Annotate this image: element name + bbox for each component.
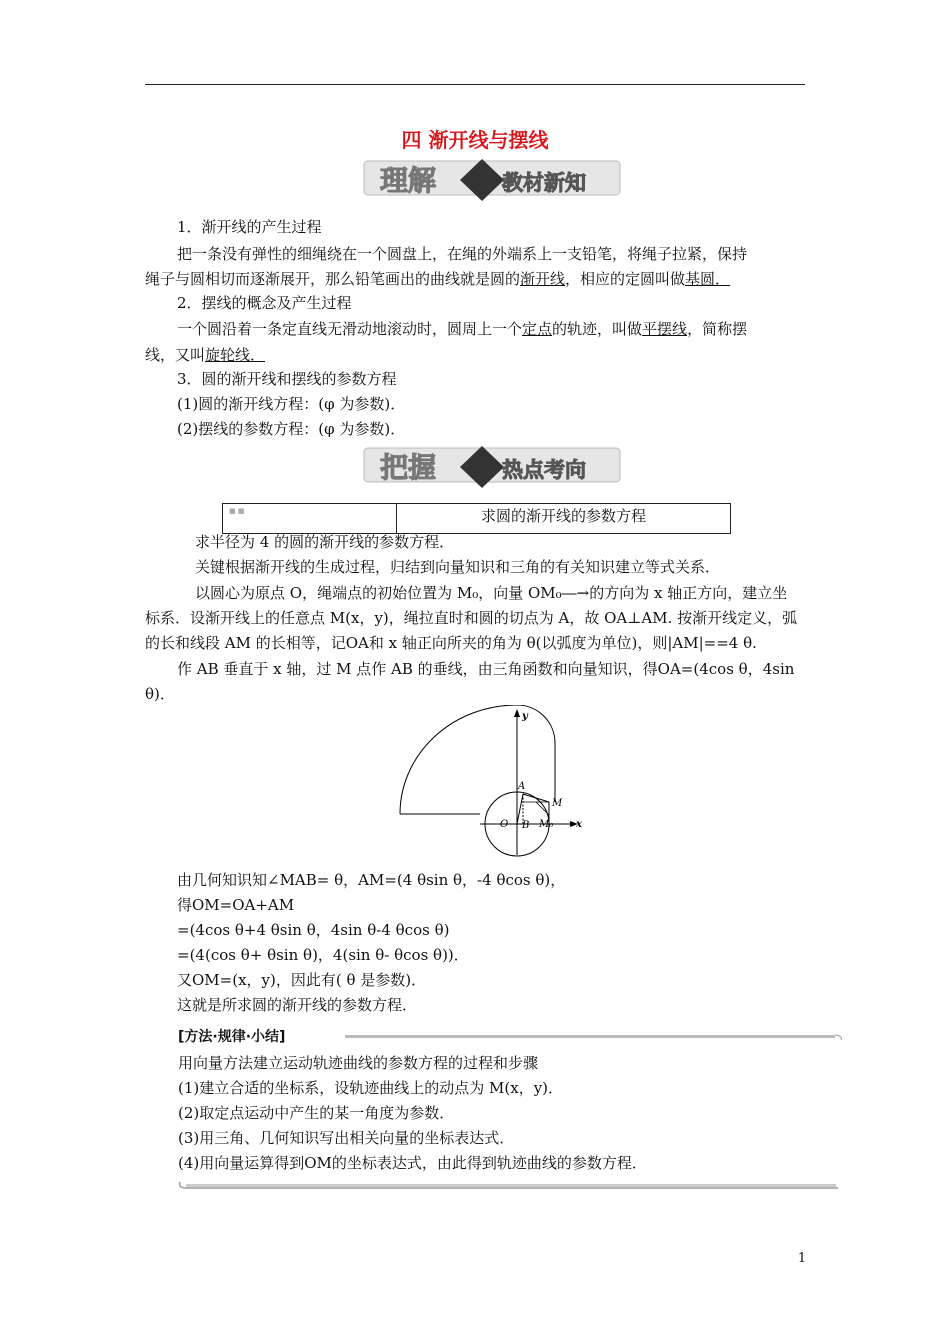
sec2-line1: 一个圆沿着一条定直线无滑动地滚动时，圆周上一个定点的轨迹，叫做平摆线，简称摆 [177,320,748,338]
page-title: 四 渐开线与摆线 [401,128,549,152]
term-involute: 渐开线 [520,270,566,288]
topic-table-left [223,504,397,533]
derivation-line5: 又OM=(x，y)，因此有( θ 是参数)． [177,971,427,989]
method-line3: (3)用三角、几何知识写出相关向量的坐标表达式． [178,1129,515,1147]
method-line0: 用向量方法建立运动轨迹曲线的参数方程的过程和步骤 [178,1054,539,1072]
page-number: 1 [797,1251,807,1266]
method-line2: (2)取定点运动中产生的某一角度为参数． [178,1104,455,1122]
derivation-line4: =(4(cos θ+ θsin θ)，4(sin θ- θcos θ))． [177,946,469,964]
section-banner-understand [362,157,624,203]
term-cycloid: 平摆线 [642,320,688,338]
involute-figure [396,705,596,860]
sec2-line2: 线，又叫旋轮线． [145,346,266,364]
derivation-line1: 由几何知识知∠MAB= θ，AM=(4 θsin θ，-4 θcos θ)， [177,871,566,889]
sec3-heading: 3．圆的渐开线和摆线的参数方程 [177,370,397,388]
sec1-heading: 1．渐开线的产生过程 [177,218,322,236]
fig-label-A: A [518,781,526,792]
solution-line4: 作 AB 垂直于 x 轴，过 M 点作 AB 的垂线，由三角函数和向量知识，得OA=(4cos θ，4sin [177,660,795,678]
method-heading: [方法·规律·小结] [178,1029,286,1045]
solution-line2: 标系．设渐开线上的任意点 M(x，y)，绳拉直时和圆的切点为 A，故 OA⊥AM. 按渐开线定义，弧 [145,609,798,627]
banner2-small: 热点考向 [502,458,586,482]
banner2-big: 把握 [380,451,437,484]
method-line1: (1)建立合适的坐标系，设轨迹曲线上的动点为 M(x，y)． [178,1079,564,1097]
derivation-line2: 得OM=OA+AM [177,896,295,914]
sec3-line2: (2)摆线的参数方程：(φ 为参数)． [177,420,406,438]
term-fixed-point: 定点 [522,320,553,338]
solution-line5: θ)． [145,685,175,703]
solution-line3: 的长和线段 AM 的长相等，记OA和 x 轴正向所夹的角为 θ(以弧度为单位)，则|AM|==4 θ. [145,634,757,652]
method-line4: (4)用向量运算得到OM的坐标表达式，由此得到轨迹曲线的参数方程． [178,1154,647,1172]
banner1-small: 教材新知 [502,171,586,195]
fig-label-B: B [522,820,530,831]
sec1-line2: 绳子与圆相切而逐渐展开，那么铅笔画出的曲线就是圆的渐开线，相应的定圆叫做基圆． [145,270,731,288]
topic-table-tag: ■ ■ [229,507,245,515]
sec3-line1: (1)圆的渐开线方程：(φ 为参数)． [177,395,406,413]
term-base-circle: 基圆． [685,270,731,288]
derivation-line3: =(4cos θ+4 θsin θ，4sin θ-4 θcos θ) [177,921,450,939]
derivation-line6: 这就是所求圆的渐开线的参数方程． [177,996,418,1014]
topic-table-label: 求圆的渐开线的参数方程 [480,507,646,525]
sec2-heading: 2．摆线的概念及产生过程 [177,294,352,312]
fig-label-y: y [522,711,528,722]
fig-label-O: O [500,819,509,830]
sec1-line1: 把一条没有弹性的细绳绕在一个圆盘上，在绳的外端系上一支铅笔，将绳子拉紧，保持 [177,245,748,263]
method-heading-rule [345,1034,843,1040]
section-banner-grasp [362,444,624,490]
problem-question: 求半径为 4 的圆的渐开线的参数方程． [195,533,455,551]
term-trochoid: 旋轮线． [205,346,266,364]
method-bottom-rule [178,1180,842,1190]
fig-label-M0: M₀ [539,819,554,830]
fig-label-x: x [576,819,582,830]
problem-hint: 关键根据渐开线的生成过程，归结到向量知识和三角的有关知识建立等式关系． [195,558,721,576]
banner1-big: 理解 [380,164,437,197]
fig-label-M: M [552,798,563,809]
header-rule [145,84,805,85]
solution-line1: 以圆心为原点 O，绳端点的初始位置为 M₀，向量 OM₀―→的方向为 x 轴正方向，建立坐 [195,584,788,602]
